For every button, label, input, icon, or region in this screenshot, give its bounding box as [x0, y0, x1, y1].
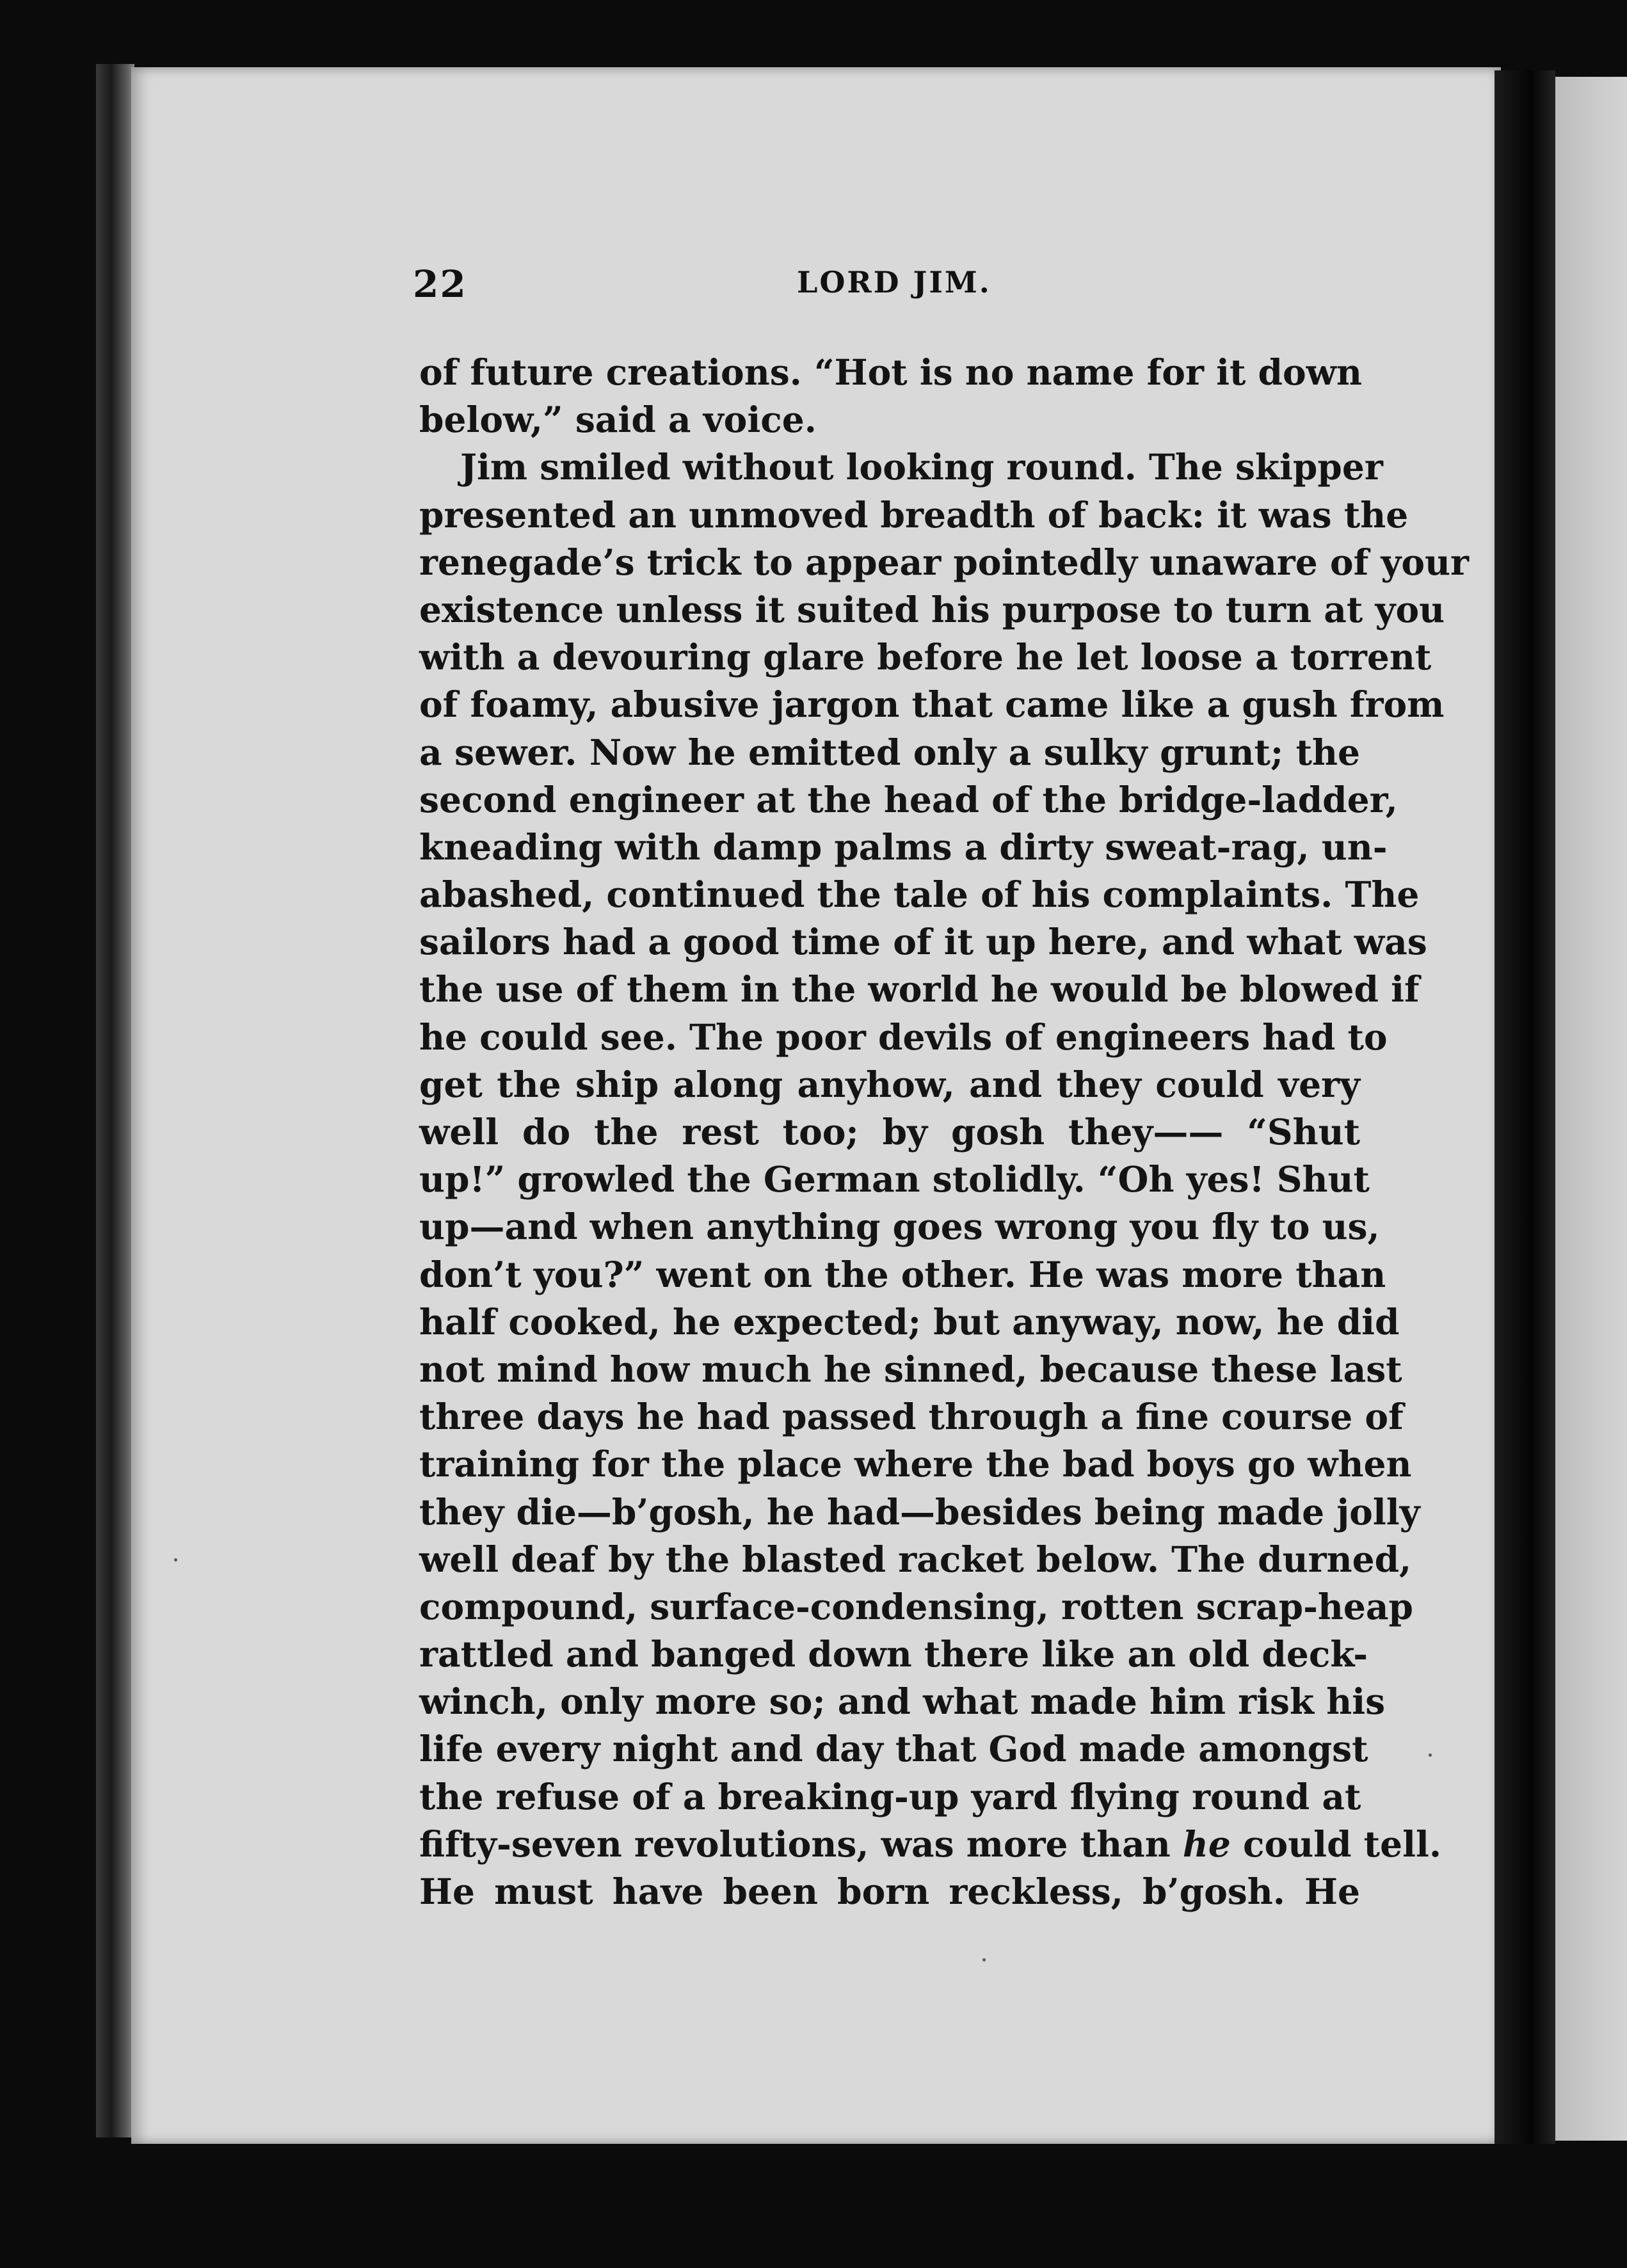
book-gutter [1495, 70, 1555, 2144]
paper-speck [1429, 1753, 1432, 1757]
paper-speck [982, 1958, 986, 1961]
text-line: up—and when anything goes wrong you fly to us, [419, 1206, 1380, 1248]
page-number: 22 [413, 262, 467, 306]
text-line: well deaf by the blasted racket below. The durned, [419, 1538, 1412, 1580]
text-line: compound, surface-condensing, rotten scrap-heap [419, 1585, 1413, 1627]
paper-speck [174, 1558, 177, 1561]
text-line: below,” said a voice. [419, 399, 817, 441]
text-line: Jim smiled without looking round. The skipper [460, 446, 1383, 488]
text-line: existence unless it suited his purpose to turn at you [419, 588, 1445, 630]
adjacent-page-edge [1555, 77, 1627, 2141]
text-line: abashed, continued the tale of his complaints. The [419, 874, 1420, 916]
text-line: presented an unmoved breadth of back: it was the [419, 493, 1409, 536]
text-line: they die—b’gosh, he had—besides being made jolly [419, 1490, 1420, 1533]
page-header [413, 262, 1360, 314]
text-line: life every night and day that God made amongst [419, 1728, 1368, 1770]
text-line: the use of them in the world he would be blowed if [419, 968, 1420, 1010]
text-line: renegade’s trick to appear pointedly unaware of your [419, 541, 1470, 583]
text-line: well do the rest too; by gosh they—— “Shut [419, 1111, 1360, 1153]
text-line: a sewer. Now he emitted only a sulky grunt; the [419, 731, 1360, 773]
body-text [419, 349, 1470, 1915]
text-line: of foamy, abusive jargon that came like a gush from [419, 683, 1445, 726]
text-line: winch, only more so; and what made him risk his [419, 1681, 1386, 1723]
text-line: He must have been born reckless, b’gosh. He [419, 1871, 1360, 1912]
text-line: don’t you?” went on the other. He was more than [419, 1253, 1386, 1295]
text-line: three days he had passed through a fine course of [419, 1396, 1404, 1438]
text-line: of future creations. “Hot is no name for it down [419, 351, 1362, 393]
text-line-with-italic [419, 1821, 1442, 1868]
text-line: sailors had a good time of it up here, and what was [419, 921, 1427, 963]
text-segment: could tell. [1243, 1823, 1442, 1865]
text-line: rattled and banged down there like an old deck- [419, 1633, 1368, 1675]
text-line: get the ship along anyhow, and they could very [419, 1063, 1360, 1105]
text-line: half cooked, he expected; but anyway, now, he did [419, 1300, 1400, 1343]
text-line: he could see. The poor devils of engineers had to [419, 1016, 1388, 1058]
text-segment: fifty-seven revolutions, was more than [419, 1823, 1171, 1865]
text-line: with a devouring glare before he let loose a torrent [419, 636, 1432, 678]
text-line: second engineer at the head of the bridge-ladder, [419, 778, 1398, 820]
text-line: up!” growled the German stolidly. “Oh yes! Shut [419, 1158, 1370, 1201]
book-binding-edge [96, 64, 134, 2137]
running-head: LORD JIM. [797, 265, 991, 299]
text-line: not mind how much he sinned, because these last [419, 1348, 1402, 1390]
text-line: training for the place where the bad boys go when [419, 1443, 1412, 1485]
text-line: the refuse of a breaking-up yard flying round at [419, 1775, 1361, 1817]
text-line: kneading with damp palms a dirty sweat-rag, un- [419, 826, 1388, 868]
italic-word: he [1182, 1823, 1231, 1865]
